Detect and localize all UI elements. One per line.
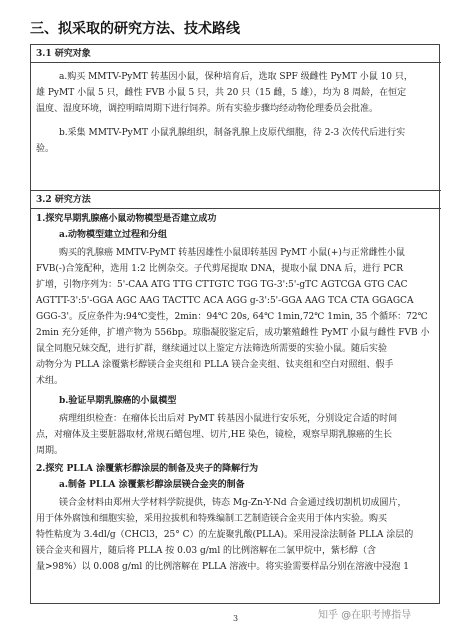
s32-para2-line: 病理组织检查：在瘤体长出后对 PyMT 转基因小鼠进行安乐死，分别设定合适的时间 bbox=[59, 414, 398, 424]
s31-para-b-line: b.采集 MMTV-PyMT 小鼠乳腺组织，制备乳腺上皮原代细胞，待 2-3 次传代后进行实 bbox=[59, 128, 406, 138]
page-number: 3 bbox=[233, 614, 239, 623]
section-title: 三、拟采取的研究方法、技术路线 bbox=[30, 21, 240, 37]
s32-sub2a-heading: a.制备 PLLA 涂覆紫杉醇涂层镁合金夹的制备 bbox=[59, 480, 245, 490]
s32-para2-line: 点，对瘤体及主要脏器取材,常规石蜡包埋、切片,HE 染色，镜检，观察早期乳腺癌的生长 bbox=[36, 430, 393, 440]
s31-para-a-line: 雄 PyMT 小鼠 5 只，雌性 FVB 小鼠 5 只，共 20 只（15 雌，5 雄），均为 8 周龄，在恒定 bbox=[36, 88, 407, 98]
s32-para3-line: 镁合金材料由郑州大学材料学院提供，铸态 Mg-Zn-Y-Nd 合金通过线切割机切成圆片， bbox=[59, 498, 407, 508]
watermark: 知乎 @在职考博指导 bbox=[318, 610, 412, 621]
s32-para1-line: GGG-3'。反应条件为:94℃变性，2min：94℃ 20s, 64℃ 1min,72℃ 1min, 35 个循环：72℃ bbox=[36, 312, 428, 322]
s32-para3-line: 用于体外腐蚀和细胞实验，采用拉拔机和特殊编制工艺制造镁合金夹用于体内实验。购买 bbox=[36, 514, 388, 524]
divider-line bbox=[31, 190, 441, 191]
s32-para3-line: 量>98%）以 0.008 g/ml 的比例溶解在 PLLA 溶液中。将实验需要样品分别在溶液中浸泡 1 bbox=[36, 562, 409, 572]
s32-para3-line: 镁合金夹和圆片，随后将 PLLA 按 0.03 g/ml 的比例溶解在二氯甲烷中，紫杉醇（含 bbox=[36, 546, 377, 556]
s32-sub1b-heading: b.验证早期乳腺癌的小鼠模型 bbox=[59, 396, 177, 406]
s32-para1-line: 动物分为 PLLA 涂覆紫杉醇镁合金夹组和 PLLA 镁合金夹组、钛夹组和空白对照组、假手 bbox=[36, 360, 394, 370]
s31-para-a-line: 温度、湿度环境，调控明暗周期下进行饲养。所有实验步骤均经动物伦理委员会批准。 bbox=[36, 104, 379, 114]
s32-para1-line: 扩增，引物序列为：5'-CAA ATG TTG CTTGTC TGG TG-3':5'-gTC AGTCGA GTG CAC bbox=[36, 280, 408, 290]
s32-para2-line: 周期。 bbox=[36, 446, 64, 456]
s32-sub1-heading: 1.探究早期乳腺癌小鼠动物模型是否建立成功 bbox=[36, 214, 217, 224]
s32-sub1a-heading: a.动物模型建立过程和分组 bbox=[59, 230, 167, 240]
s32-para1-line: 购买的乳腺癌 MMTV-PyMT 转基因雄性小鼠即转基因 PyMT 小鼠(+)与正常雌性小鼠 bbox=[59, 248, 405, 258]
s32-para1-line: AGTTT-3':5'-GGA AGC AAG TACTTC ACA AGG g-3':5'-GGA AAG TCA CTA GGAGCA bbox=[36, 296, 414, 306]
s31-para-a-line: a.购买 MMTV-PyMT 转基因小鼠，保种培育后，选取 SPF 级雌性 PyMT 小鼠 10 只， bbox=[59, 72, 413, 82]
content-table bbox=[30, 44, 440, 604]
s32-heading: 3.2 研究方法 bbox=[36, 195, 91, 205]
s32-para1-line: 鼠全同胞兄妹交配，进行扩群，继续通过以上鉴定方法筛选所需要的实验小鼠。随后实验 bbox=[36, 344, 388, 354]
s32-para1-line: FVB(-)合笼配种，选用 1:2 比例杂交。子代剪尾提取 DNA，提取小鼠 DNA 后，进行 PCR bbox=[36, 264, 403, 274]
s32-para1-line: 术组。 bbox=[36, 376, 64, 386]
s32-sub2-heading: 2.探究 PLLA 涂覆紫杉醇涂层的制备及夹子的降解行为 bbox=[36, 464, 259, 474]
divider-line bbox=[31, 208, 441, 209]
s32-para1-line: 2min 充分延伸，扩增产物为 556bp。琼脂凝胶鉴定后，成功繁殖雌性 PyMT 小鼠与雌性 FVB 小 bbox=[36, 328, 430, 338]
s32-para3-line: 特性粘度为 3.4dl/g（CHCl3，25° C）的左旋聚乳酸(PLLA)。采用浸涂法制备 PLLA 涂层的 bbox=[36, 530, 414, 540]
s31-para-b-line: 验。 bbox=[36, 144, 55, 154]
s31-heading: 3.1 研究对象 bbox=[36, 49, 91, 59]
divider-line bbox=[31, 62, 441, 63]
